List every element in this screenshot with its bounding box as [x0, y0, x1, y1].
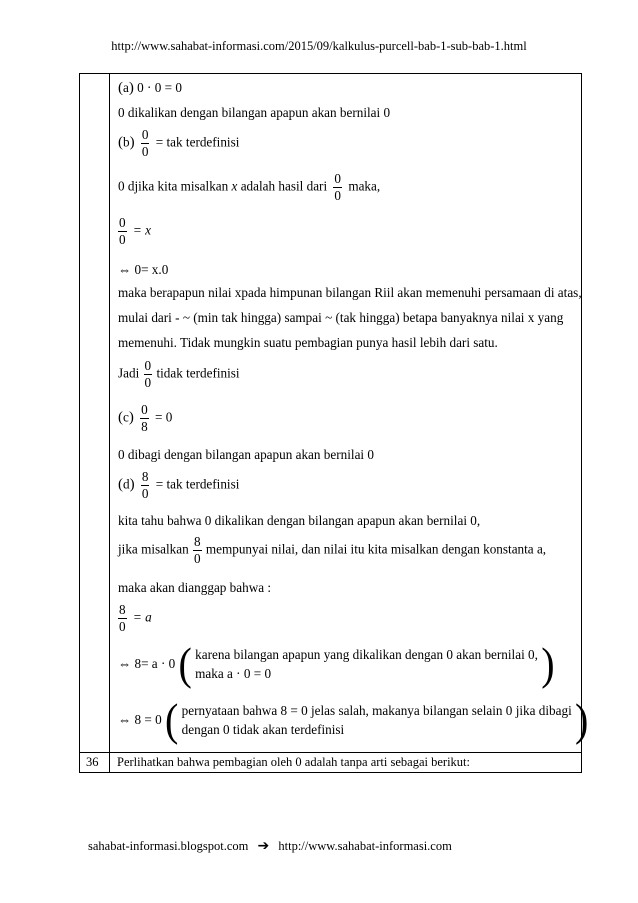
part-b: (b) $\frac{0}{0}$ = tak terdefinisi — [118, 127, 240, 159]
fraction-0-0: $\frac{0}{0}$ — [141, 127, 149, 159]
part-d-text-1: kita tahu bahwa 0 dikalikan dengan bilangan apapun akan bernilai 0, — [118, 513, 481, 528]
eq-frac-x: $\frac{0}{0}$ = x — [119, 215, 151, 247]
implication-2: ⇔ 8= a · 0 ( karena bilangan apapun yang dikalikan dengan 0 akan bernilai 0, maka a · 0 = 0 ) — [118, 637, 555, 690]
part-c-text: 0 dibagi dengan bilangan apapun akan bernilai 0 — [118, 447, 374, 462]
part-a: (a) 0 · 0 = 0 — [118, 80, 182, 96]
part-b-text: 0 djika kita misalkan x adalah hasil dari $\frac{0}{0}$ maka, — [118, 171, 381, 203]
part-d-text-2: jika misalkan $\frac{8}{0}$ mempunyai nilai, dan nilai itu kita misalkan dengan konstanta a, — [118, 534, 547, 566]
footer — [88, 838, 452, 854]
paragraph-line-2: mulai dari - ~ (min tak hingga) sampai ~ (tak hingga) betapa banyaknya nilai x yang — [118, 310, 564, 325]
eq-frac-a: $\frac{8}{0}$ = a — [119, 602, 152, 634]
implication-1: ⇔ 0= x.0 — [118, 262, 169, 277]
arrow-right-icon: ➔ — [257, 838, 270, 854]
number-cell-empty — [80, 74, 110, 753]
paragraph-line-1: maka berapapun nilai xpada himpunan bilangan Riil akan memenuhi persamaan di atas, — [118, 285, 582, 300]
content-cell — [110, 74, 589, 753]
part-a-text: 0 dikalikan dengan bilangan apapun akan bernilai 0 — [118, 105, 391, 120]
paragraph-line-3: memenuhi. Tidak mungkin suatu pembagian punya hasil lebih dari satu. — [118, 335, 498, 350]
conclusion-jadi: Jadi $\frac{0}{0}$ tidak terdefinisi — [118, 358, 240, 390]
part-d-text-3: maka akan dianggap bahwa : — [118, 580, 272, 595]
implication-3: ⇔ 8 = 0 ( pernyataan bahwa 8 = 0 jelas salah, makanya bilangan selain 0 jika dibagi dengan 0 tidak akan terdefinisi ) — [118, 693, 589, 746]
part-d: (d) $\frac{8}{0}$ = tak terdefinisi — [118, 469, 240, 501]
fraction-0-0-b: $\frac{0}{0}$ — [334, 171, 342, 203]
footer-right: http://www.sahabat-informasi.com — [278, 839, 452, 853]
content-table — [79, 73, 589, 773]
part-c: (c) $\frac{0}{8}$ = 0 — [118, 402, 173, 434]
row-number-36: 36 — [80, 753, 110, 773]
header-url: http://www.sahabat-informasi.com/2015/09/kalkulus-purcell-bab-1-sub-bab-1.html — [111, 39, 527, 53]
footer-left: sahabat-informasi.blogspot.com — [88, 839, 249, 853]
problem-36-text: Perlihatkan bahwa pembagian oleh 0 adalah tanpa arti sebagai berikut: — [110, 753, 582, 773]
